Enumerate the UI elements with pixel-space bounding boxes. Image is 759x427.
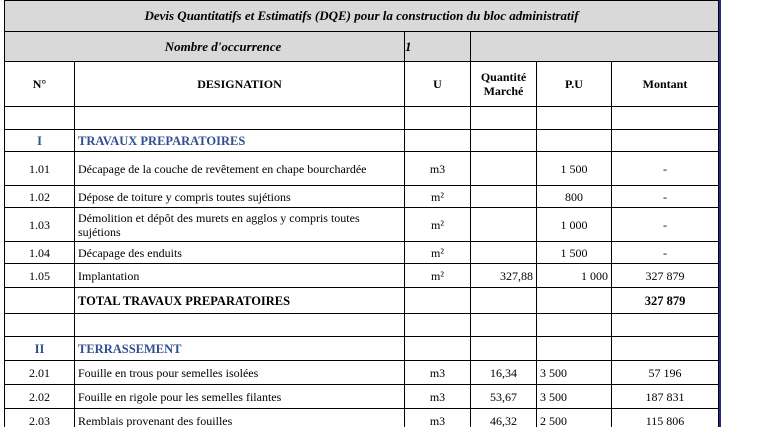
row-quantity [471,152,537,186]
title-row [5,1,719,32]
row-unit-price: 2 500 [537,409,612,427]
row-quantity: 46,32 [471,409,537,427]
header-unit: U [405,62,471,107]
row-quantity [471,186,537,208]
row-quantity: 16,34 [471,361,537,385]
row-designation: Remblais provenant des fouilles [75,409,405,427]
table-row [5,208,719,242]
table-row [5,186,719,208]
total-label: TOTAL TRAVAUX PREPARATOIRES [75,288,405,314]
total-row [5,288,719,314]
row-unit-price: 800 [537,186,612,208]
section-number: I [5,130,75,152]
table-row [5,264,719,288]
row-amount: - [612,242,719,264]
row-unit: m3 [405,152,471,186]
dqe-sheet [4,0,721,427]
row-quantity [471,208,537,242]
row-unit-price: 1 500 [537,242,612,264]
header-amount: Montant [612,62,719,107]
row-unit-price: 3 500 [537,385,612,409]
row-unit-price: 1 000 [537,208,612,242]
table-row [5,409,719,427]
row-designation: Fouille en trous pour semelles isolées [75,361,405,385]
row-unit: m² [405,242,471,264]
section-number: II [5,337,75,361]
total-amount: 327 879 [612,288,719,314]
occurrence-value: 1 [405,32,471,62]
row-unit: m3 [405,385,471,409]
row-amount: - [612,152,719,186]
dqe-table [4,0,719,427]
row-unit: m3 [405,409,471,427]
header-num: N° [5,62,75,107]
blank-row [5,314,719,337]
section-title: TRAVAUX PREPARATOIRES [75,130,405,152]
table-row [5,385,719,409]
row-designation: Fouille en rigole pour les semelles filantes [75,385,405,409]
row-designation: Démolition et dépôt des murets en agglos y compris toutes sujétions [75,208,405,242]
row-number: 2.03 [5,409,75,427]
row-number: 1.02 [5,186,75,208]
header-designation: DESIGNATION [75,62,405,107]
row-quantity [471,242,537,264]
row-designation: Décapage des enduits [75,242,405,264]
row-number: 1.01 [5,152,75,186]
row-unit-price: 1 000 [537,264,612,288]
document-title: Devis Quantitatifs et Estimatifs (DQE) pour la construction du bloc administratif [5,1,719,32]
row-unit: m² [405,186,471,208]
row-unit: m² [405,208,471,242]
row-unit-price: 1 500 [537,152,612,186]
row-designation: Implantation [75,264,405,288]
header-unit-price: P.U [537,62,612,107]
row-quantity: 327,88 [471,264,537,288]
row-amount: - [612,186,719,208]
row-unit-price: 3 500 [537,361,612,385]
row-unit: m² [405,264,471,288]
row-number: 2.01 [5,361,75,385]
row-number: 2.02 [5,385,75,409]
table-row [5,152,719,186]
row-quantity: 53,67 [471,385,537,409]
section-row [5,130,719,152]
row-amount: - [612,208,719,242]
row-amount: 327 879 [612,264,719,288]
occurrence-filler [471,32,719,62]
row-designation: Décapage de la couche de revêtement en chape bourchardée [75,152,405,186]
row-number: 1.05 [5,264,75,288]
blank-row [5,107,719,130]
header-row [5,62,719,107]
section-row [5,337,719,361]
occurrence-row [5,32,719,62]
row-amount: 115 806 [612,409,719,427]
header-quantity [471,62,537,107]
row-designation: Dépose de toiture y compris toutes sujétions [75,186,405,208]
header-quantity-line1: Quantité [480,70,527,84]
section-title: TERRASSEMENT [75,337,405,361]
row-amount: 57 196 [612,361,719,385]
row-unit: m3 [405,361,471,385]
header-quantity-line2: Marché [483,84,524,98]
table-row [5,242,719,264]
row-number: 1.04 [5,242,75,264]
row-number: 1.03 [5,208,75,242]
occurrence-label: Nombre d'occurrence [5,32,405,62]
table-row [5,361,719,385]
row-amount: 187 831 [612,385,719,409]
